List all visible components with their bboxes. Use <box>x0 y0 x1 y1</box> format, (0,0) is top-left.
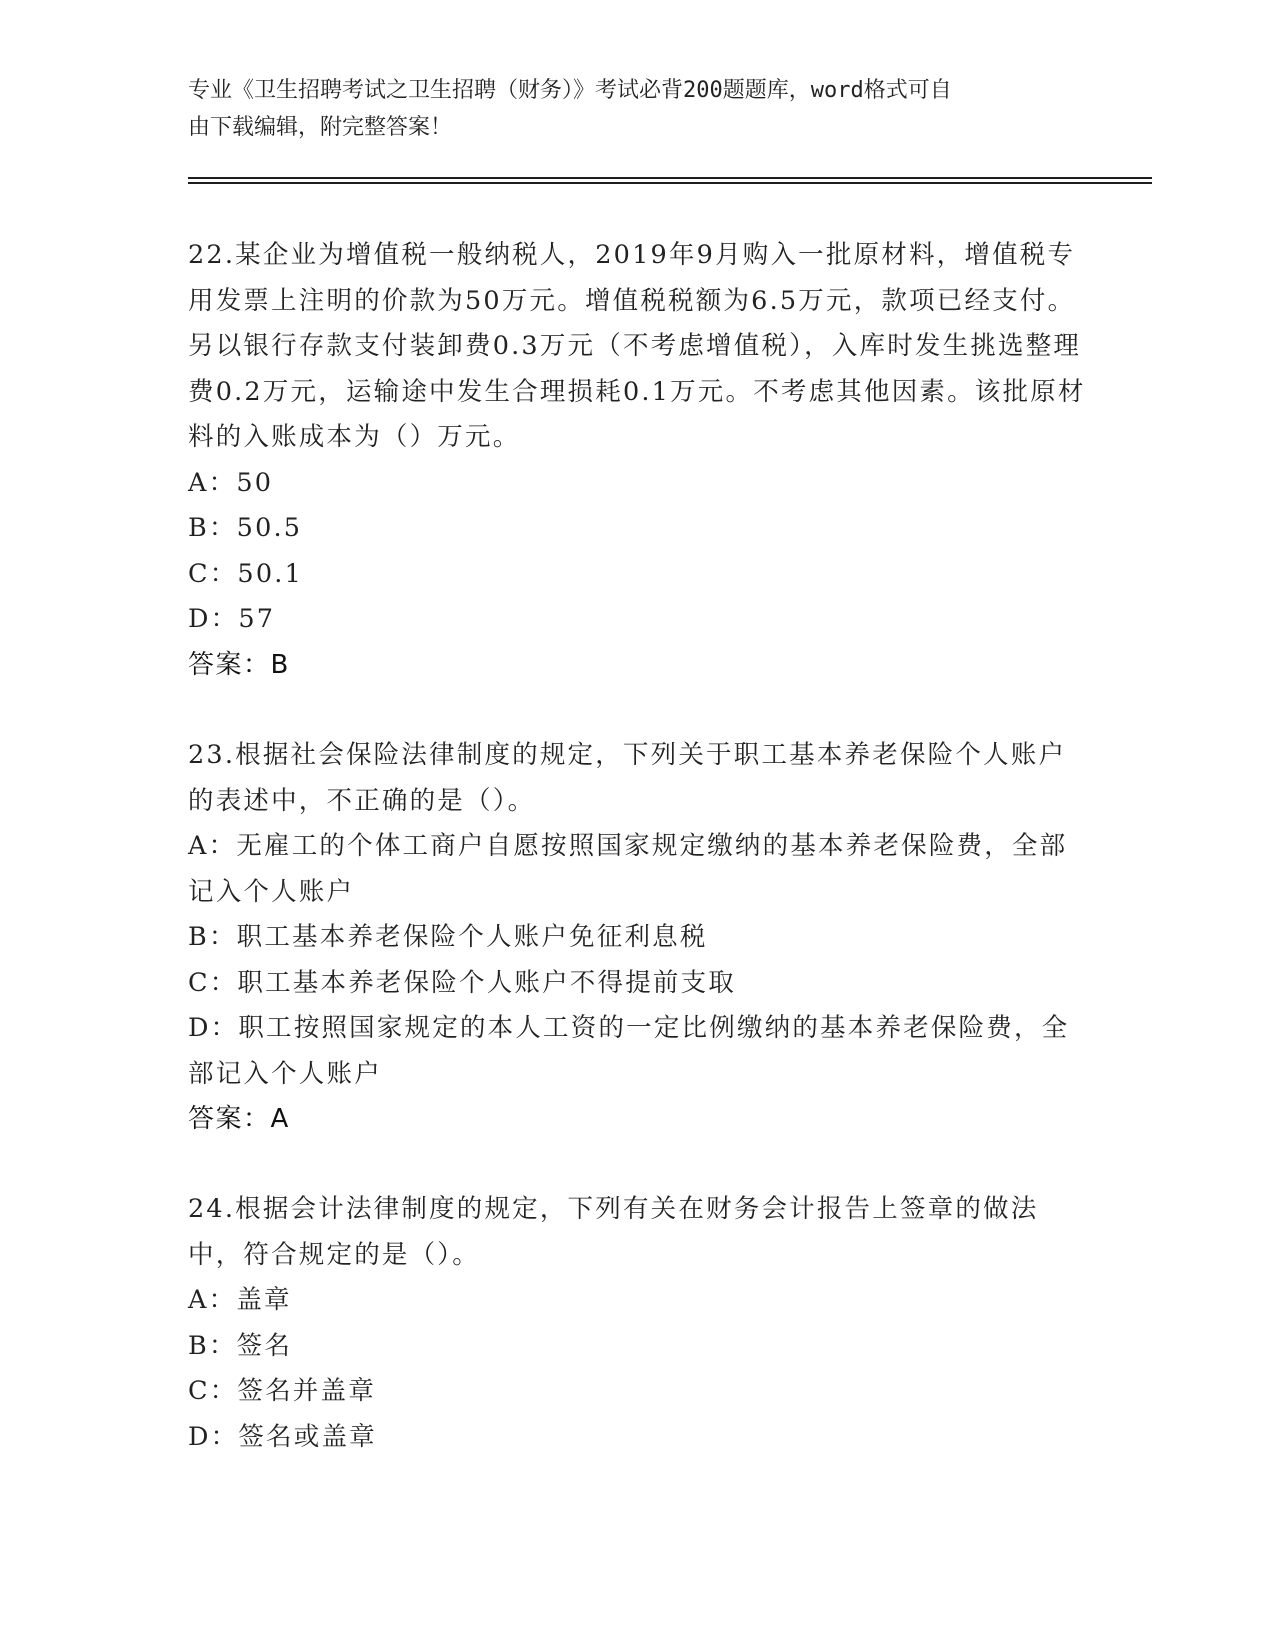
question-stem: 23.根据社会保险法律制度的规定，下列关于职工基本养老保险个人账户的表述中，不正确的是（）。 <box>188 740 1067 816</box>
option-a: A：50 <box>188 467 274 498</box>
header-divider-bottom <box>188 182 1152 184</box>
option-c: C：签名并盖章 <box>188 1376 376 1406</box>
question-22 <box>188 233 1088 688</box>
question-24 <box>188 1187 1088 1460</box>
option-a: A：盖章 <box>188 1285 292 1315</box>
answer-line: 答案：A <box>188 1104 290 1134</box>
option-b: B：职工基本养老保险个人账户免征利息税 <box>188 922 708 952</box>
option-c: C：50.1 <box>188 558 303 589</box>
header-line-2: 由下载编辑，附完整答案！ <box>188 115 453 140</box>
option-d: D：57 <box>188 604 276 634</box>
question-stem: 24.根据会计法律制度的规定，下列有关在财务会计报告上签章的做法中，符合规定的是（）。 <box>188 1194 1039 1270</box>
question-23 <box>188 733 1088 1143</box>
document-header <box>188 72 1088 146</box>
option-b: B：签名 <box>188 1330 293 1361</box>
option-c: C：职工基本养老保险个人账户不得提前支取 <box>188 967 737 998</box>
answer-line: 答案：B <box>188 649 290 680</box>
option-d: D：职工按照国家规定的本人工资的一定比例缴纳的基本养老保险费，全部记入个人账户 <box>188 1013 1070 1089</box>
header-line-1: 专业《卫生招聘考试之卫生招聘（财务）》考试必背200题题库，word格式可自 <box>188 78 952 103</box>
option-b: B：50.5 <box>188 513 303 543</box>
option-a: A：无雇工的个体工商户自愿按照国家规定缴纳的基本养老保险费，全部记入个人账户 <box>188 831 1068 907</box>
header-divider-top <box>188 177 1152 179</box>
option-d: D：签名或盖章 <box>188 1421 377 1452</box>
question-stem: 22.某企业为增值税一般纳税人，2019年9月购入一批原材料，增值税专用发票上注明的价款为50万元。增值税税额为6.5万元，款项已经支付。另以银行存款支付装卸费0.3万元（不考虑增值税），入库时发生挑选整理费0.2万元，运输途中发生合理损耗0.1万元。不考虑其他因素。该批原材料的入账成本为（）万元。 <box>188 240 1086 452</box>
